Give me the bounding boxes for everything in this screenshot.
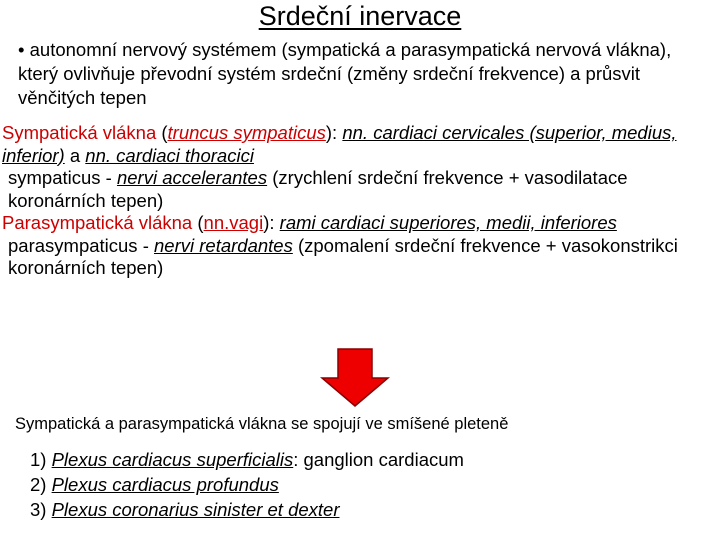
paren-close: ): bbox=[325, 122, 343, 143]
plexus-note: Sympatická a parasympatická vlákna se spojují ve smíšené pleteně bbox=[15, 415, 509, 433]
sympathetic-paragraph bbox=[2, 122, 718, 167]
parasympathetic-effect-prefix: parasympaticus - bbox=[8, 234, 154, 256]
nervi-retardantes: nervi retardantes bbox=[154, 234, 293, 256]
sympathetic-effect-text: (zrychlení srdeční frekvence + vasodilatace koronárních tepen) bbox=[8, 167, 628, 211]
page-title: Srdeční inervace bbox=[258, 1, 462, 31]
paren-open: ( bbox=[192, 212, 204, 233]
plexus-name: Plexus coronarius sinister et dexter bbox=[51, 499, 340, 520]
list-item bbox=[30, 472, 710, 497]
nn-vagi: nn.vagi bbox=[203, 212, 264, 233]
plexus-name: Plexus cardiacus profundus bbox=[51, 474, 279, 495]
rami-cardiaci: rami cardiaci superiores, medii, inferiores bbox=[279, 212, 617, 233]
parasympathetic-effect bbox=[2, 235, 718, 280]
sympathetic-label: Sympatická vlákna bbox=[2, 122, 157, 143]
parasympathetic-label: Parasympatická vlákna bbox=[2, 212, 193, 233]
plexus-name: Plexus cardiacus superficialis bbox=[51, 449, 294, 470]
truncus-sympaticus: truncus sympaticus bbox=[167, 122, 326, 143]
list-number: 1) bbox=[30, 449, 52, 470]
paren-close: ): bbox=[263, 212, 280, 233]
plexus-list bbox=[30, 447, 710, 522]
intro-bullet: • autonomní nervový systémem (sympatická a parasympatická nervová vlákna), který ovlivňuje převodní systém srdeční (změny srdeční frekvence) a průsvit věnčitých tepen bbox=[18, 39, 672, 108]
conjunction: a bbox=[64, 144, 86, 166]
list-number: 2) bbox=[30, 474, 52, 495]
thoracic-nerves: nn. cardiaci thoracici bbox=[85, 144, 254, 166]
plexus-detail: : ganglion cardiacum bbox=[293, 449, 464, 470]
list-item bbox=[30, 497, 710, 522]
sympathetic-effect-prefix: sympaticus - bbox=[8, 167, 117, 188]
nervi-accelerantes: nervi accelerantes bbox=[116, 167, 268, 188]
paren-open: ( bbox=[156, 122, 168, 143]
parasympathetic-paragraph bbox=[2, 212, 718, 235]
down-arrow-icon bbox=[320, 348, 390, 408]
list-item bbox=[30, 447, 710, 472]
list-number: 3) bbox=[30, 499, 52, 520]
parasympathetic-effect-text: (zpomalení srdeční frekvence + vasokonstrikci koronárních tepen) bbox=[8, 234, 678, 278]
sympathetic-effect bbox=[2, 167, 718, 212]
fibers-section bbox=[2, 122, 718, 280]
cervical-nerves: nn. cardiaci cervicales (superior, medius, inferior) bbox=[2, 122, 677, 166]
